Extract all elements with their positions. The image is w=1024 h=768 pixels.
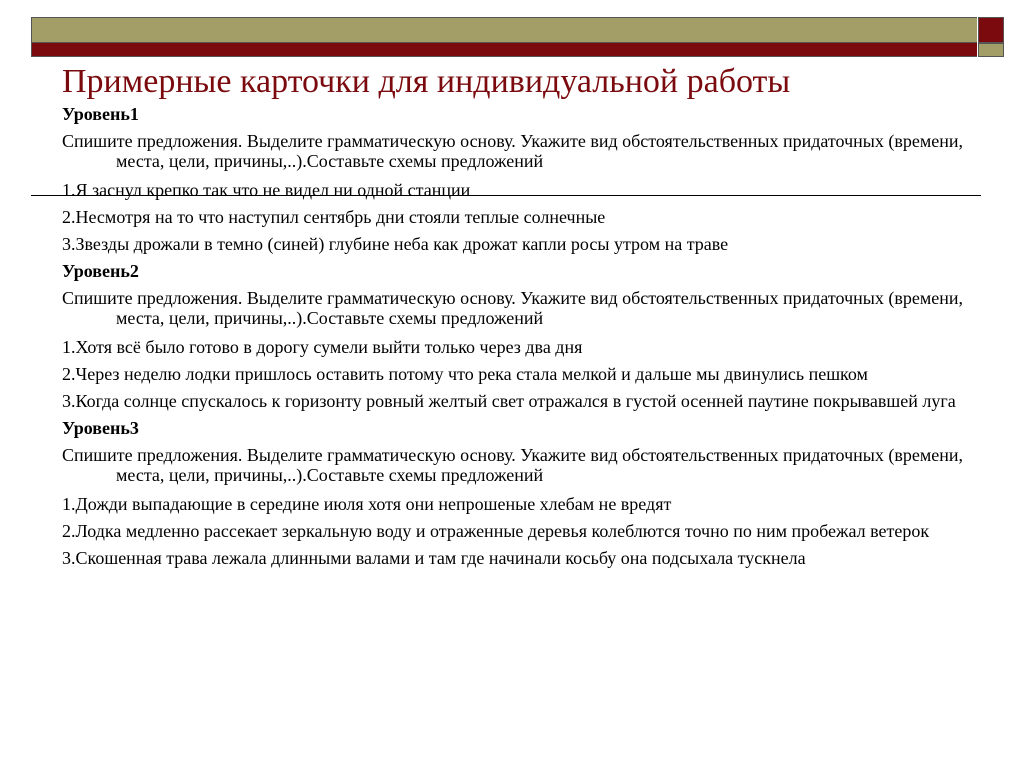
corner-square-maroon [978, 17, 1004, 43]
header-band-maroon [31, 43, 977, 57]
sentence-item: 1.Я заснул крепко так что не видел ни одной станции [62, 180, 471, 200]
task-instruction: Спишите предложения. Выделите грамматическую основу. Укажите вид обстоятельственных придаточных (времени, места, цели, причины,..).Составьте схемы предложений [62, 288, 963, 328]
sentence-item: 3.Когда солнце спускалось к горизонту ровный желтый свет отражался в густой осенней паутине покрывавшей луга [62, 391, 956, 411]
task-instruction: Спишите предложения. Выделите грамматическую основу. Укажите вид обстоятельственных придаточных (времени, места, цели, причины,..).Составьте схемы предложений [62, 445, 963, 485]
sentence-item: 1.Дожди выпадающие в середине июля хотя они непрошеные хлебам не вредят [62, 494, 672, 514]
slide-title: Примерные карточки для индивидуальной работы [62, 63, 791, 100]
sentence-item: 3.Скошенная трава лежала длинными валами и там где начинали косьбу она подсыхала тускнела [62, 548, 806, 568]
sentence-item: 2.Несмотря на то что наступил сентябрь дни стояли теплые солнечные [62, 207, 606, 227]
sentence-item: 3.Звезды дрожали в темно (синей) глубине неба как дрожат капли росы утром на траве [62, 234, 729, 254]
slide-body [62, 104, 972, 575]
level-heading: Уровень2 [62, 261, 139, 281]
sentence-item: 2.Через неделю лодки пришлось оставить потому что река стала мелкой и дальше мы двинулись пешком [62, 364, 868, 384]
sentence-item: 1.Хотя всё было готово в дорогу сумели выйти только через два дня [62, 337, 583, 357]
header-band-olive [31, 17, 977, 43]
level-heading: Уровень3 [62, 418, 139, 438]
level-heading: Уровень1 [62, 104, 139, 124]
sentence-item: 2.Лодка медленно рассекает зеркальную воду и отраженные деревья колеблются точно по ним пробежал ветерок [62, 521, 930, 541]
task-instruction: Спишите предложения. Выделите грамматическую основу. Укажите вид обстоятельственных придаточных (времени, места, цели, причины,..).Составьте схемы предложений [62, 131, 963, 171]
corner-square-olive [978, 43, 1004, 57]
